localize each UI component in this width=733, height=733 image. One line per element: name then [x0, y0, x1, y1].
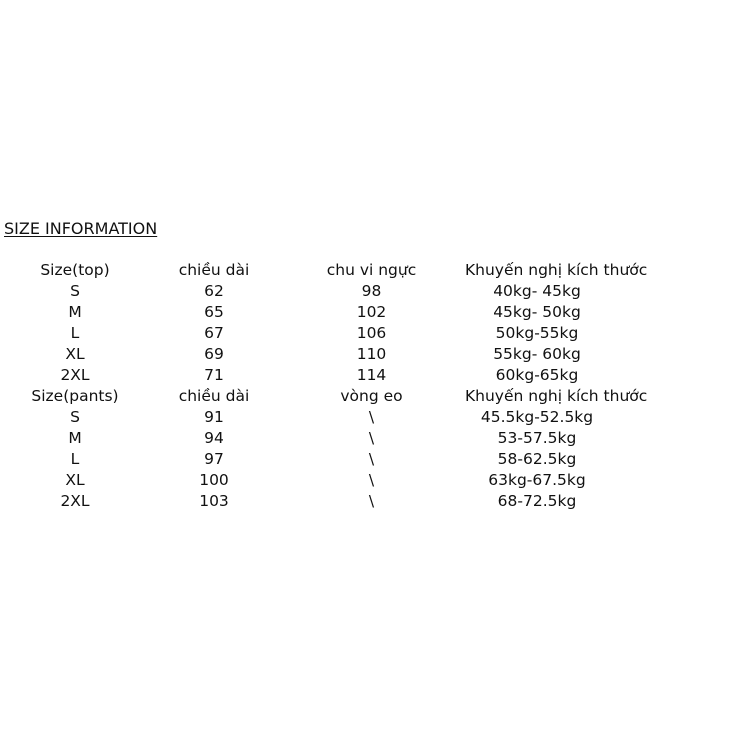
cell-size: M [68, 429, 82, 447]
header-length: chiều dài [178, 261, 250, 279]
table-row [0, 302, 733, 323]
header-measure: vòng eo [340, 387, 403, 405]
cell-length: 91 [204, 408, 224, 426]
cell-length: 103 [199, 492, 229, 510]
cell-recommendation: 63kg-67.5kg [488, 471, 586, 489]
cell-recommendation: 58-62.5kg [497, 450, 577, 468]
cell-size: S [70, 408, 80, 426]
cell-measure: \ [368, 408, 375, 426]
table-row [0, 281, 733, 302]
table-row [0, 428, 733, 449]
cell-length: 65 [204, 303, 224, 321]
cell-measure: 106 [356, 324, 387, 342]
page-title: SIZE INFORMATION [4, 219, 158, 238]
cell-measure: \ [368, 492, 375, 510]
cell-length: 94 [204, 429, 224, 447]
header-recommendation: Khuyến nghị kích thước [465, 261, 648, 279]
cell-recommendation: 40kg- 45kg [493, 282, 581, 300]
cell-recommendation: 68-72.5kg [497, 492, 577, 510]
cell-length: 69 [204, 345, 224, 363]
cell-recommendation: 50kg-55kg [495, 324, 579, 342]
table-row [0, 449, 733, 470]
header-recommendation: Khuyến nghị kích thước [465, 387, 648, 405]
cell-recommendation: 60kg-65kg [495, 366, 579, 384]
cell-size: XL [65, 471, 85, 489]
cell-length: 100 [199, 471, 229, 489]
cell-measure: 102 [356, 303, 387, 321]
table-row [0, 491, 733, 512]
cell-size: M [68, 303, 82, 321]
cell-size: 2XL [60, 366, 90, 384]
table-row [0, 323, 733, 344]
table-row [0, 407, 733, 428]
header-length: chiều dài [178, 387, 250, 405]
table-header-row-top [0, 260, 733, 281]
cell-size: 2XL [60, 492, 90, 510]
cell-length: 67 [204, 324, 224, 342]
cell-recommendation: 55kg- 60kg [493, 345, 581, 363]
cell-measure: 114 [356, 366, 387, 384]
cell-measure: 110 [356, 345, 387, 363]
cell-recommendation: 53-57.5kg [497, 429, 577, 447]
header-size: Size(top) [40, 261, 110, 279]
table-row [0, 470, 733, 491]
cell-measure: \ [368, 429, 375, 447]
cell-length: 62 [204, 282, 224, 300]
cell-size: L [70, 324, 80, 342]
table-row [0, 365, 733, 386]
table-header-row-pants [0, 386, 733, 407]
cell-length: 97 [204, 450, 224, 468]
cell-size: S [70, 282, 80, 300]
cell-recommendation: 45.5kg-52.5kg [480, 408, 594, 426]
cell-size: L [70, 450, 80, 468]
header-size: Size(pants) [31, 387, 119, 405]
cell-measure: 98 [361, 282, 382, 300]
cell-length: 71 [204, 366, 224, 384]
cell-measure: \ [368, 450, 375, 468]
header-measure: chu vi ngực [326, 261, 417, 279]
table-row [0, 344, 733, 365]
cell-size: XL [65, 345, 85, 363]
cell-recommendation: 45kg- 50kg [493, 303, 581, 321]
size-table [0, 260, 733, 512]
cell-measure: \ [368, 471, 375, 489]
